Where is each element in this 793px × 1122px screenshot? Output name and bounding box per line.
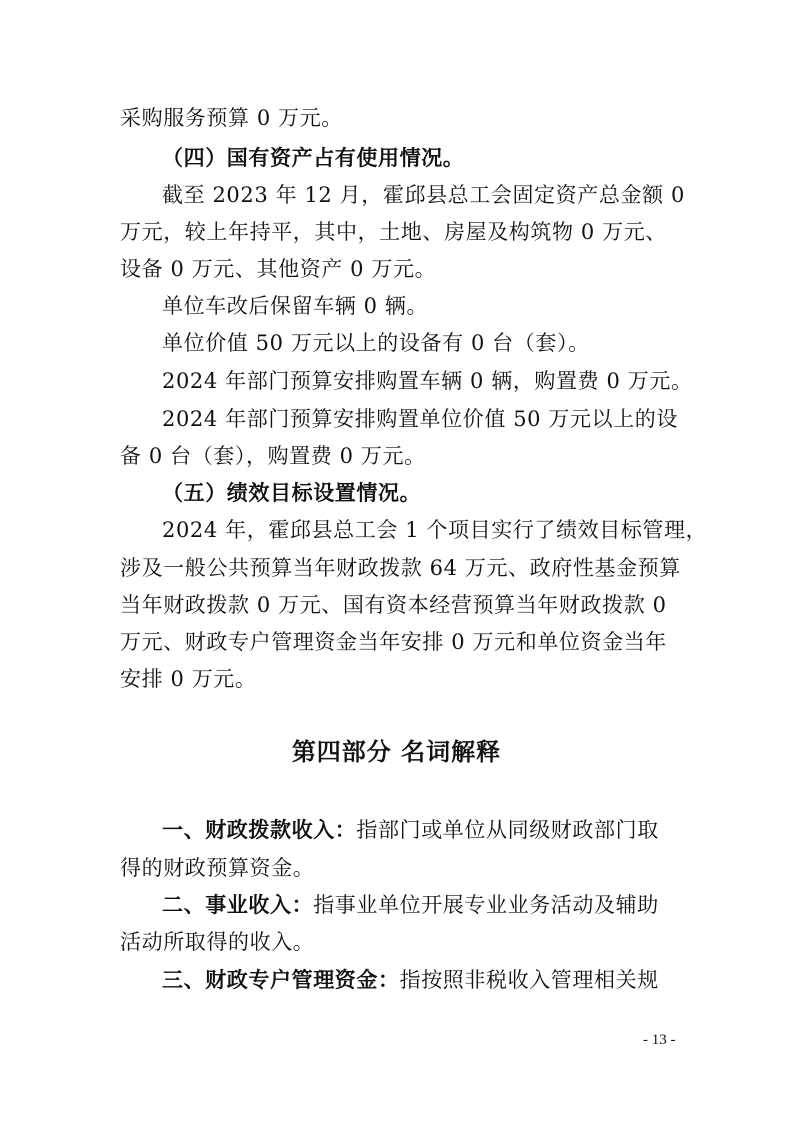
paragraph-line: 涉及一般公共预算当年财政拨款 64 万元、政府性基金预算	[120, 556, 681, 580]
definition-term: 三、财政专户管理资金：	[162, 968, 400, 992]
definition-line	[162, 890, 659, 920]
subsection-heading-assets: （四）国有资产占有使用情况。	[162, 146, 465, 170]
paragraph-line: 备 0 台（套），购置费 0 万元。	[120, 444, 426, 468]
paragraph-line: 截至 2023 年 12 月，霍邱县总工会固定资产总金额 0	[162, 183, 685, 207]
definition-continuation: 活动所取得的收入。	[120, 930, 315, 954]
definition-line	[162, 815, 659, 845]
definition-continuation: 得的财政预算资金。	[120, 856, 315, 880]
definition-term: 一、财政拨款收入：	[162, 818, 357, 842]
paragraph-line: 万元，较上年持平，其中，土地、房屋及构筑物 0 万元、	[120, 220, 667, 244]
section-heading: 第四部分 名词解释	[291, 738, 502, 766]
paragraph-line: 采购服务预算 0 万元。	[120, 106, 343, 130]
definition-text: 指事业单位开展专业业务活动及辅助	[313, 893, 659, 917]
subsection-heading-performance: （五）绩效目标设置情况。	[162, 481, 422, 505]
paragraph-line: 2024 年部门预算安排购置车辆 0 辆，购置费 0 万元。	[162, 369, 693, 393]
paragraph-line: 单位车改后保留车辆 0 辆。	[162, 294, 429, 318]
paragraph-line: 安排 0 万元。	[120, 667, 257, 691]
paragraph-line: 当年财政拨款 0 万元、国有资本经营预算当年财政拨款 0	[120, 593, 667, 617]
page-number: - 13 -	[643, 1032, 676, 1048]
definition-text: 指部门或单位从同级财政部门取	[356, 818, 659, 842]
definition-line	[162, 965, 659, 995]
paragraph-line: 2024 年部门预算安排购置单位价值 50 万元以上的设	[162, 407, 678, 431]
definition-text: 指按照非税收入管理相关规	[399, 968, 659, 992]
paragraph-line: 单位价值 50 万元以上的设备有 0 台（套）。	[162, 331, 590, 355]
paragraph-line: 2024 年，霍邱县总工会 1 个项目实行了绩效目标管理，	[162, 518, 708, 542]
definition-term: 二、事业收入：	[162, 893, 314, 917]
paragraph-line: 万元、财政专户管理资金当年安排 0 万元和单位资金当年	[120, 630, 667, 654]
paragraph-line: 设备 0 万元、其他资产 0 万元。	[120, 257, 437, 281]
